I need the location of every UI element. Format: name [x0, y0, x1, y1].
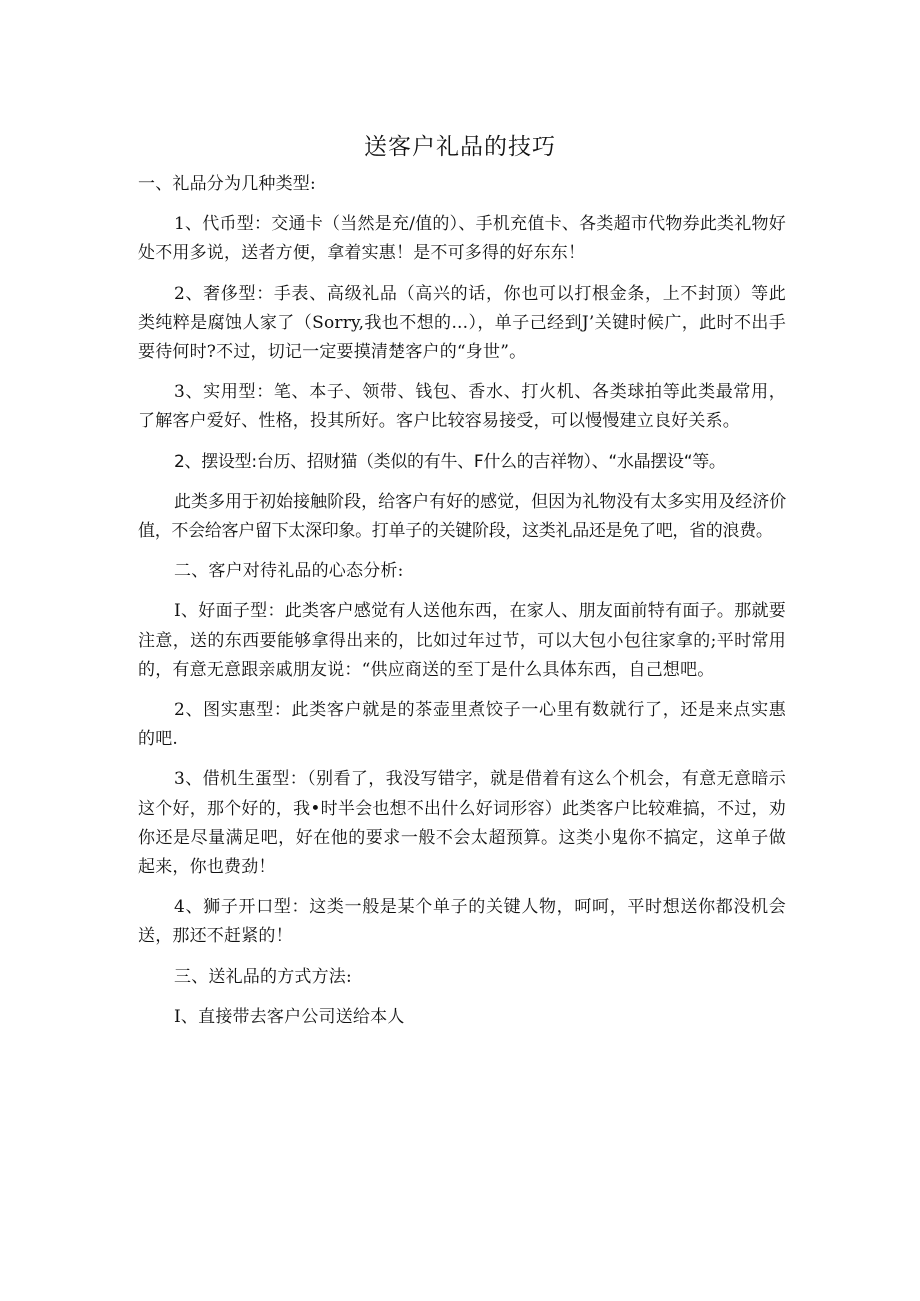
paragraph-method-1: I、直接带去客户公司送给本人: [174, 1006, 405, 1027]
paragraph-opportunist-type: 3、借机生蛋型：（别看了，我没写错字，就是借着有这么个机会，有意无意暗示这个好，那个好的，我•时半会也想不出什么好词形容）此类客户比较难搞，不过，劝你还是尽量满足吧，好在他的要求一般不会太超预算。这类小鬼你不搞定，这单子做起来，你也费劲！: [138, 769, 786, 878]
paragraph-luxury-type: 2、奢侈型：手表、高级礼品（高兴的话，你也可以打根金条，上不封顶）等此类纯粹是腐蚀人家了（Sorry,我也不想的...），单子己经到J’关键时候广，此时不出手要待何时?不过，切记一定要摸清楚客户的“身世”。: [138, 283, 786, 363]
paragraph-face-type: I、好面子型：此类客户感觉有人送他东西，在家人、朋友面前特有面子。那就要注意，送的东西要能够拿得出来的，比如过年过节，可以大包小包往家拿的;平时常用的，有意无意跟亲戚朋友说：“供应商送的至丁是什么具体东西，自己想吧。: [138, 601, 786, 680]
paragraph-token-type: 1、代币型：交通卡（当然是充/值的）、手机充值卡、各类超市代物券此类礼物好处不用多说，送者方便，拿着实惠！是不可多得的好东东！: [138, 214, 786, 264]
document-title: 送客户礼品的技巧: [364, 134, 556, 160]
document-body: [138, 170, 786, 1043]
paragraph-benefit-type: 2、图实惠型：此类客户就是的茶壶里煮饺子一心里有数就行了，还是来点实惠的吧.: [138, 700, 786, 750]
paragraph-practical-type: 3、实用型：笔、本子、领带、钱包、香水、打火机、各类球拍等此类最常用，了解客户爱好、性格，投其所好。客户比较容易接受，可以慢慢建立良好关系。: [138, 382, 786, 432]
paragraph-decorative-type: 2、摆设型:台历、招财猫（类似的有牛、F什么的吉祥物）、“水晶摆设“等。: [174, 451, 726, 472]
section-heading-mindset: 二、客户对待礼品的心态分析:: [174, 561, 404, 582]
paragraph-decorative-notes: 此类多用于初始接触阶段，给客户有好的感觉，但因为礼物没有太多实用及经济价值，不会给客户留下太深印象。打单子的关键阶段，这类礼品还是免了吧，省的浪费。: [138, 491, 786, 542]
section-heading-types: 一、礼品分为几种类型:: [138, 174, 316, 194]
paragraph-lion-type: 4、狮子开口型：这类一般是某个单子的关键人物，呵呵，平时想送你都没机会送，那还不赶紧的！: [138, 897, 786, 947]
section-heading-methods: 三、送礼品的方式方法:: [174, 966, 352, 987]
